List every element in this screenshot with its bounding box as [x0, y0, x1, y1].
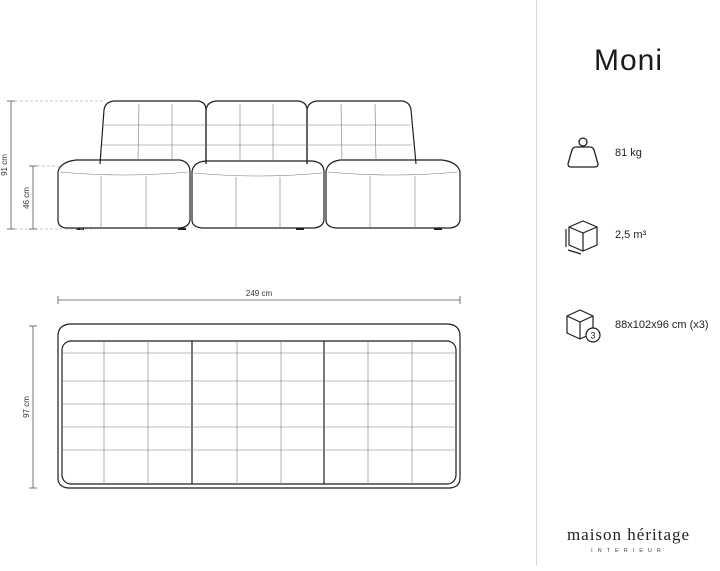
top-outline	[58, 324, 460, 488]
height-dimension	[0, 101, 104, 229]
packages-box-icon	[563, 305, 603, 345]
weight-icon	[563, 133, 603, 173]
packages-value: 88x102x96 cm (x3)	[615, 319, 709, 331]
seat-middle	[192, 161, 324, 228]
top-tufting	[62, 341, 456, 484]
depth-label: 97 cm	[22, 396, 31, 418]
front-tufting	[60, 104, 458, 228]
top-seat-area	[62, 341, 456, 484]
seat-height-label: 46 cm	[22, 187, 31, 209]
sofa-top-view	[58, 324, 460, 488]
width-dimension	[58, 289, 460, 304]
depth-dimension	[22, 326, 37, 488]
weight-value: 81 kg	[615, 147, 642, 159]
packages-count-badge: 3	[590, 330, 596, 341]
backrest-left	[100, 101, 206, 164]
seat-height-dimension	[22, 166, 62, 229]
backrest-right	[307, 101, 416, 164]
brand-logo	[537, 525, 720, 554]
brand-name: maison héritage	[566, 525, 691, 544]
product-title: Moni	[593, 44, 664, 77]
volume-box-icon	[563, 215, 603, 255]
brand-subtitle: INTERIEUR	[591, 548, 666, 554]
spec-volume	[563, 215, 646, 255]
seat-left	[58, 160, 190, 228]
spec-panel	[537, 0, 720, 566]
width-label: 249 cm	[245, 289, 273, 298]
spec-weight	[563, 133, 642, 173]
spec-packages	[563, 305, 709, 345]
backrest-middle	[206, 101, 307, 164]
height-total-label: 91 cm	[0, 154, 9, 176]
volume-value: 2,5 m³	[615, 229, 647, 241]
seat-right	[326, 160, 460, 228]
sofa-front-view	[58, 101, 460, 228]
